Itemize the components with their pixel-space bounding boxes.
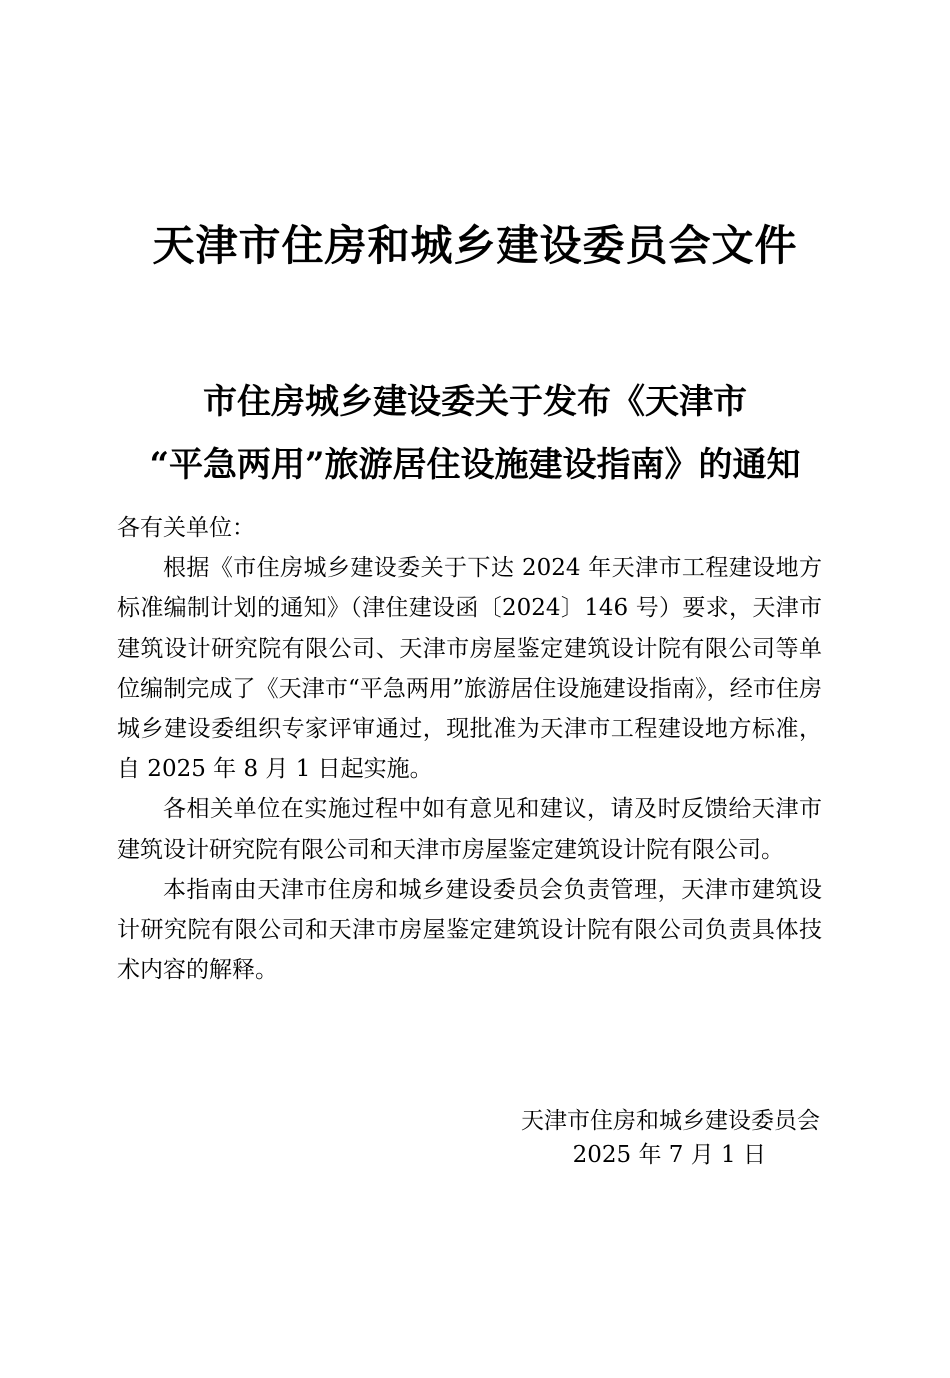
body-paragraph: 根据《市住房城乡建设委关于下达 2024 年天津市工程建设地方标准编制计划的通知》（津住建设函〔2024〕146 号）要求，天津市建筑设计研究院有限公司、天津市房屋鉴定建筑设计院有限公司等单位编制完成了《天津市“平急两用”旅游居住设施建设指南》，经市住房城乡建设委组织专家评审通过，现批准为天津市工程建设地方标准，自 2025 年 8 月 1 日起实施。 — [117, 555, 822, 783]
salutation: 各有关单位： — [117, 515, 255, 541]
issuer-header-title: 天津市住房和城乡建设委员会文件 — [152, 221, 798, 270]
signature-date: 2025 年 7 月 1 日 — [572, 1142, 766, 1168]
notice-title-line-1: 市住房城乡建设委关于发布《天津市 — [203, 382, 747, 422]
body-paragraph: 本指南由天津市住房和城乡建设委员会负责管理，天津市建筑设计研究院有限公司和天津市房屋鉴定建筑设计院有限公司负责具体技术内容的解释。 — [117, 876, 822, 984]
signature-organization: 天津市住房和城乡建设委员会 — [521, 1108, 820, 1134]
notice-title-line-2: “平急两用”旅游居住设施建设指南》的通知 — [149, 445, 801, 485]
notice-body — [117, 508, 822, 990]
body-paragraph: 各相关单位在实施过程中如有意见和建议，请及时反馈给天津市建筑设计研究院有限公司和天津市房屋鉴定建筑设计院有限公司。 — [117, 796, 822, 863]
